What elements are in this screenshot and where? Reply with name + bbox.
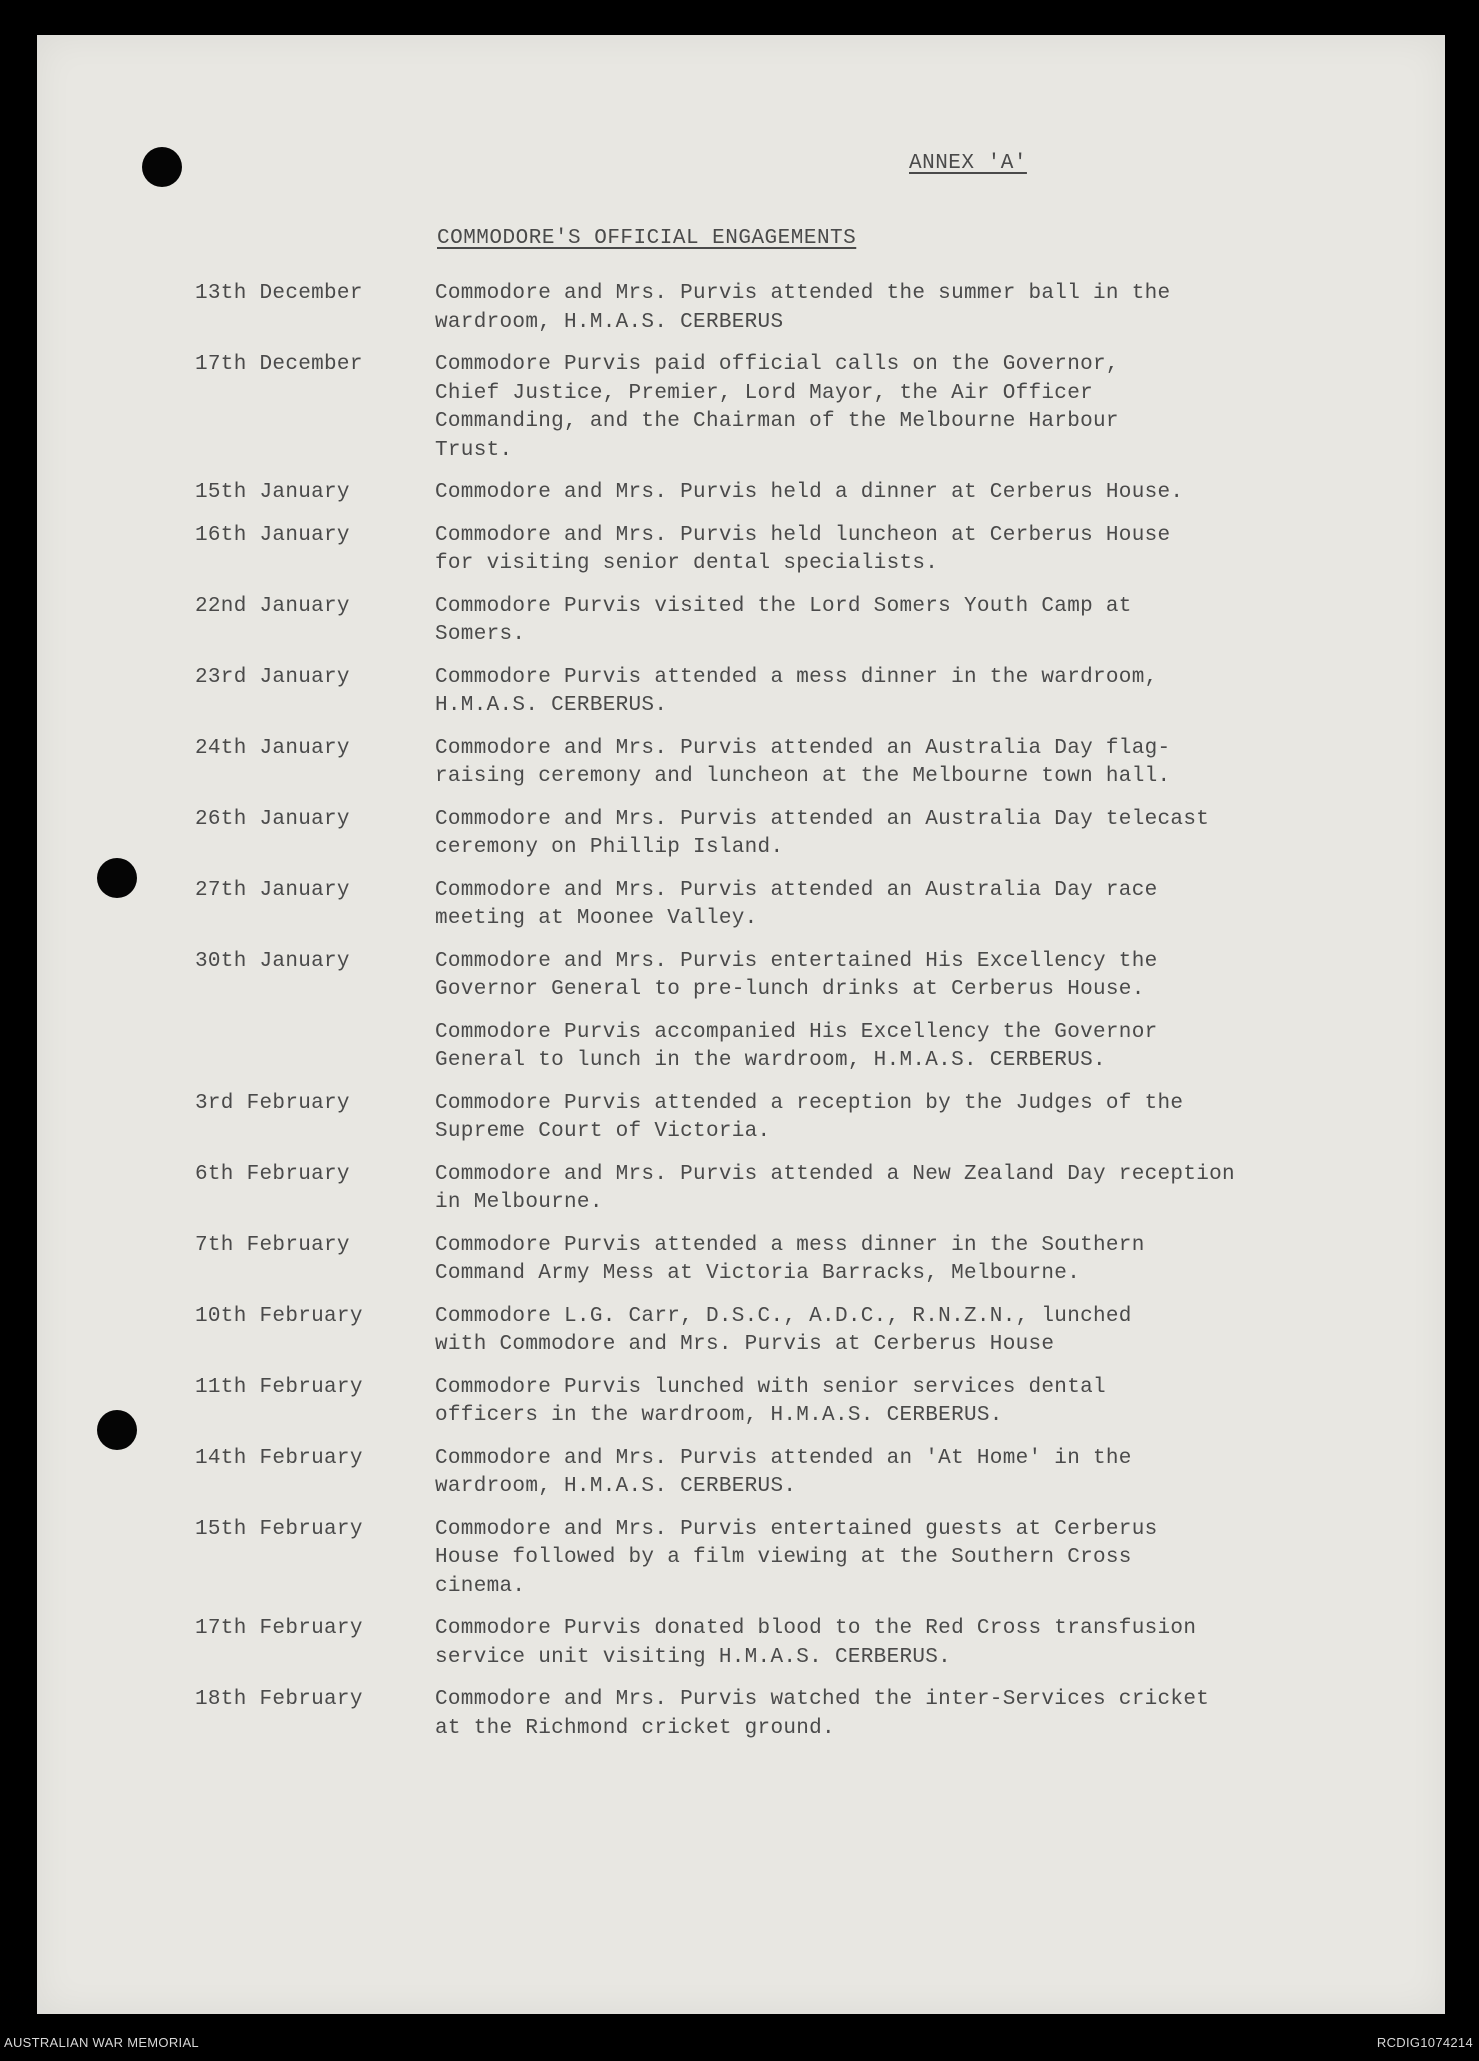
engagement-date: 16th January (195, 523, 350, 547)
engagement-date: 10th February (195, 1304, 363, 1328)
engagement-date: 23rd January (195, 665, 350, 689)
engagement-text: Commodore and Mrs. Purvis attended an Australia Day race meeting at Moonee Valley. (435, 878, 1158, 930)
engagement-date: 3rd February (195, 1091, 350, 1115)
engagement-row (195, 1615, 1375, 1672)
engagement-row (195, 1686, 1375, 1743)
engagement-date: 27th January (195, 878, 350, 902)
engagement-row (195, 1161, 1375, 1218)
engagement-row (195, 735, 1375, 792)
engagement-text: Commodore Purvis attended a reception by the Judges of the Supreme Court of Victoria. (435, 1091, 1184, 1143)
engagement-row (195, 522, 1375, 579)
engagement-text: Commodore Purvis paid official calls on the Governor, Chief Justice, Premier, Lord Mayor, the Air Officer Commanding, and the Chairman of the Melbourne Harbour Trust. (435, 353, 1119, 462)
engagement-text: Commodore and Mrs. Purvis attended a New Zealand Day reception in Melbourne. (435, 1162, 1235, 1214)
document-page (37, 35, 1445, 2014)
engagement-text: Commodore Purvis donated blood to the Red Cross transfusion service unit visiting H.M.A.S. CERBERUS. (435, 1617, 1197, 1669)
engagement-row (195, 1303, 1375, 1360)
engagement-text: Commodore and Mrs. Purvis attended an 'At Home' in the wardroom, H.M.A.S. CERBERUS. (435, 1446, 1132, 1498)
engagement-row (195, 1232, 1375, 1289)
engagement-row (195, 479, 1375, 508)
engagement-date: 17th December (195, 353, 363, 376)
footer-id: RCDIG1074214 (1376, 2035, 1473, 2050)
engagement-text: Commodore and Mrs. Purvis entertained His Excellency the Governor General to pre-lunch drinks at Cerberus House. (435, 949, 1158, 1001)
engagement-date: 11th February (195, 1375, 363, 1399)
engagement-row (195, 1516, 1375, 1602)
engagement-text: Commodore L.G. Carr, D.S.C., A.D.C., R.N.Z.N., lunched with Commodore and Mrs. Purvis at Cerberus House (435, 1304, 1132, 1356)
footer-source: AUSTRALIAN WAR MEMORIAL (4, 2035, 199, 2050)
engagement-row (195, 877, 1375, 934)
engagement-date: 18th February (195, 1688, 363, 1711)
engagement-date: 26th January (195, 807, 350, 831)
engagement-text: Commodore and Mrs. Purvis entertained guests at Cerberus House followed by a film viewing at the Southern Cross cinema. (435, 1517, 1158, 1598)
engagement-text: Commodore and Mrs. Purvis attended an Australia Day flag- raising ceremony and luncheon at the Melbourne town hall. (435, 736, 1171, 788)
engagement-date: 6th February (195, 1162, 350, 1186)
engagement-date: 22nd January (195, 594, 350, 618)
annex-label: ANNEX 'A' (909, 152, 1027, 175)
engagement-text: Commodore and Mrs. Purvis held a dinner at Cerberus House. (435, 481, 1184, 504)
punch-hole-bottom (97, 1410, 137, 1450)
engagement-text: Commodore Purvis lunched with senior services dental officers in the wardroom, H.M.A.S. CERBERUS. (435, 1375, 1106, 1427)
engagement-row (195, 1374, 1375, 1431)
engagement-text: Commodore and Mrs. Purvis attended an Australia Day telecast ceremony on Phillip Island. (435, 807, 1210, 859)
engagement-date: 15th January (195, 481, 350, 504)
engagement-text: Commodore and Mrs. Purvis held luncheon at Cerberus House for visiting senior dental specialists. (435, 523, 1171, 575)
engagement-text: Commodore and Mrs. Purvis watched the inter-Services cricket at the Richmond cricket ground. (435, 1688, 1210, 1740)
engagement-date: 30th January (195, 949, 350, 973)
engagement-row (195, 1445, 1375, 1502)
punch-hole-top (142, 147, 182, 187)
engagement-row (195, 806, 1375, 863)
engagement-row (195, 280, 1375, 337)
engagement-date: 13th December (195, 282, 363, 305)
engagement-text: Commodore Purvis attended a mess dinner in the wardroom, H.M.A.S. CERBERUS. (435, 665, 1158, 717)
engagement-text: Commodore Purvis accompanied His Excellency the Governor General to lunch in the wardroom, H.M.A.S. CERBERUS. (435, 1020, 1158, 1072)
engagement-row (195, 1090, 1375, 1147)
punch-hole-middle (97, 858, 137, 898)
engagement-row (195, 593, 1375, 650)
engagement-row (195, 1019, 1375, 1076)
engagement-row (195, 664, 1375, 721)
engagement-date: 14th February (195, 1446, 363, 1470)
engagement-text: Commodore and Mrs. Purvis attended the summer ball in the wardroom, H.M.A.S. CERBERUS (435, 282, 1171, 334)
engagement-row (195, 351, 1375, 465)
engagement-date: 7th February (195, 1233, 350, 1257)
engagement-row (195, 948, 1375, 1005)
engagement-text: Commodore Purvis attended a mess dinner in the Southern Command Army Mess at Victoria Barracks, Melbourne. (435, 1233, 1145, 1285)
document-heading: COMMODORE'S OFFICIAL ENGAGEMENTS (437, 227, 857, 250)
engagement-date: 15th February (195, 1517, 363, 1541)
engagement-text: Commodore Purvis visited the Lord Somers Youth Camp at Somers. (435, 594, 1132, 646)
engagement-list (195, 280, 1375, 1757)
engagement-date: 24th January (195, 736, 350, 760)
engagement-date: 17th February (195, 1617, 363, 1640)
